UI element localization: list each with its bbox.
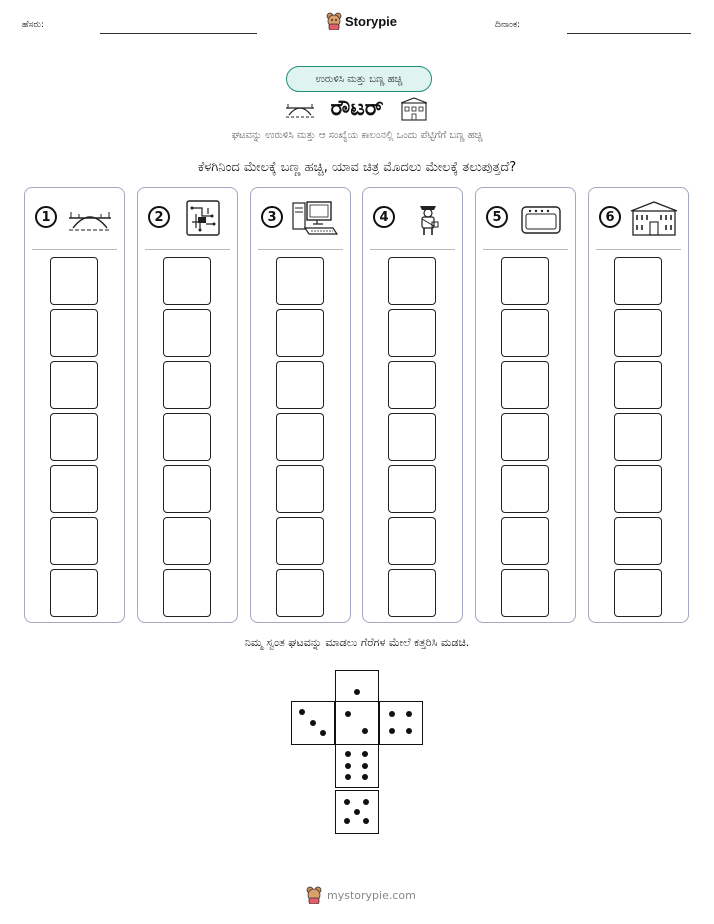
dice-pip bbox=[310, 720, 316, 726]
column-5 bbox=[475, 187, 576, 623]
color-box[interactable] bbox=[163, 465, 211, 513]
dice-pip bbox=[345, 751, 351, 757]
dice-pip bbox=[389, 711, 395, 717]
color-box[interactable] bbox=[163, 413, 211, 461]
color-box[interactable] bbox=[501, 517, 549, 565]
name-line[interactable] bbox=[100, 33, 257, 34]
bear-icon bbox=[326, 12, 342, 30]
footer bbox=[306, 886, 416, 904]
page-title: ರೌಟರ್ bbox=[330, 96, 384, 121]
building-icon bbox=[399, 97, 429, 121]
color-box[interactable] bbox=[163, 517, 211, 565]
dice-pip bbox=[344, 799, 350, 805]
color-box[interactable] bbox=[50, 569, 98, 617]
color-box[interactable] bbox=[388, 517, 436, 565]
bridge-icon bbox=[285, 99, 315, 119]
color-box[interactable] bbox=[614, 257, 662, 305]
computer-icon bbox=[291, 200, 341, 236]
dice-face bbox=[379, 701, 423, 745]
color-box[interactable] bbox=[388, 413, 436, 461]
dice-pip bbox=[345, 763, 351, 769]
column-divider bbox=[370, 249, 455, 250]
name-label: ಹೆಸರು: bbox=[22, 20, 45, 30]
dice-face bbox=[335, 790, 379, 834]
color-box[interactable] bbox=[276, 569, 324, 617]
question: ಕೆಳಗಿನಿಂದ ಮೇಲಕ್ಕೆ ಬಣ್ಣ ಹಚ್ಚಿ, ಯಾವ ಚಿತ್ರ ಮೊದಲು ಮೇಲಕ್ಕೆ ತಲುಪುತ್ತದೆ? bbox=[197, 160, 517, 175]
color-box[interactable] bbox=[276, 361, 324, 409]
brand-name: Storypie bbox=[345, 13, 398, 29]
bear-icon bbox=[306, 886, 322, 904]
color-box[interactable] bbox=[388, 257, 436, 305]
color-box[interactable] bbox=[614, 413, 662, 461]
color-box[interactable] bbox=[614, 517, 662, 565]
color-box[interactable] bbox=[50, 413, 98, 461]
dice-pip bbox=[406, 711, 412, 717]
column-2 bbox=[137, 187, 238, 623]
dice-pip bbox=[362, 763, 368, 769]
color-box[interactable] bbox=[614, 361, 662, 409]
column-4 bbox=[362, 187, 463, 623]
color-box[interactable] bbox=[50, 361, 98, 409]
oven-icon bbox=[516, 200, 566, 236]
date-label: ದಿನಾಂಕ: bbox=[495, 20, 521, 30]
dice-pip bbox=[299, 709, 305, 715]
column-divider bbox=[483, 249, 568, 250]
color-box[interactable] bbox=[501, 309, 549, 357]
color-box[interactable] bbox=[50, 257, 98, 305]
column-number: 1 bbox=[35, 206, 57, 228]
dice-face bbox=[335, 744, 379, 788]
column-number: 5 bbox=[486, 206, 508, 228]
building-icon bbox=[629, 200, 679, 236]
date-line[interactable] bbox=[567, 33, 691, 34]
column-number: 4 bbox=[373, 206, 395, 228]
color-box[interactable] bbox=[50, 309, 98, 357]
column-6 bbox=[588, 187, 689, 623]
color-box[interactable] bbox=[50, 465, 98, 513]
circuit-board-icon bbox=[178, 200, 228, 236]
color-box[interactable] bbox=[276, 413, 324, 461]
color-box[interactable] bbox=[501, 257, 549, 305]
dice-pip bbox=[345, 711, 351, 717]
color-box[interactable] bbox=[501, 361, 549, 409]
color-box[interactable] bbox=[501, 465, 549, 513]
color-box[interactable] bbox=[276, 257, 324, 305]
color-box[interactable] bbox=[276, 517, 324, 565]
color-box[interactable] bbox=[276, 465, 324, 513]
column-divider bbox=[258, 249, 343, 250]
color-box[interactable] bbox=[163, 309, 211, 357]
dice-pip bbox=[362, 751, 368, 757]
color-box[interactable] bbox=[163, 361, 211, 409]
color-box[interactable] bbox=[388, 361, 436, 409]
color-box[interactable] bbox=[501, 413, 549, 461]
color-box[interactable] bbox=[276, 309, 324, 357]
column-number: 2 bbox=[148, 206, 170, 228]
dice-pip bbox=[363, 818, 369, 824]
subtitle: ಘಟವನ್ನು ಉರುಳಿಸಿ ಮತ್ತು ಆ ಸಂಖ್ಯೆಯ ಕಾಲಂನಲ್ಲಿ ಒಂದು ಪೆಟ್ಟಿಗೆಗೆ ಬಣ್ಣ ಹಚ್ಚಿ bbox=[231, 130, 483, 141]
color-box[interactable] bbox=[388, 309, 436, 357]
color-box[interactable] bbox=[614, 465, 662, 513]
postman-icon bbox=[403, 200, 453, 236]
column-number: 3 bbox=[261, 206, 283, 228]
brand-logo bbox=[326, 12, 397, 30]
bridge-icon bbox=[65, 200, 115, 236]
dice-pip bbox=[345, 774, 351, 780]
dice-face bbox=[291, 701, 335, 745]
column-3 bbox=[250, 187, 351, 623]
dice-pip bbox=[354, 689, 360, 695]
cutout-instruction: ನಿಮ್ಮ ಸ್ವಂತ ಘಟವನ್ನು ಮಾಡಲು ಗೆರೆಗಳ ಮೇಲೆ ಕತ್ತರಿಸಿ ಮಡಚಿ. bbox=[244, 636, 470, 649]
title-row bbox=[0, 96, 714, 121]
column-number: 6 bbox=[599, 206, 621, 228]
color-box[interactable] bbox=[388, 465, 436, 513]
dice-pip bbox=[389, 728, 395, 734]
column-divider bbox=[145, 249, 230, 250]
column-divider bbox=[32, 249, 117, 250]
color-box[interactable] bbox=[163, 569, 211, 617]
activity-pill bbox=[286, 66, 432, 92]
column-1 bbox=[24, 187, 125, 623]
color-box[interactable] bbox=[50, 517, 98, 565]
color-box[interactable] bbox=[501, 569, 549, 617]
dice-face bbox=[335, 701, 379, 745]
color-box[interactable] bbox=[614, 309, 662, 357]
activity-pill-text: ಉರುಳಿಸಿ ಮತ್ತು ಬಣ್ಣ ಹಚ್ಚಿ bbox=[315, 73, 403, 85]
footer-site: mystorypie.com bbox=[327, 888, 416, 902]
dice-pip bbox=[344, 818, 350, 824]
color-box[interactable] bbox=[614, 569, 662, 617]
dice-pip bbox=[363, 799, 369, 805]
dice-pip bbox=[406, 728, 412, 734]
dice-pip bbox=[362, 728, 368, 734]
dice-pip bbox=[362, 774, 368, 780]
color-box[interactable] bbox=[163, 257, 211, 305]
dice-pip bbox=[354, 809, 360, 815]
dice-pip bbox=[320, 730, 326, 736]
color-box[interactable] bbox=[388, 569, 436, 617]
column-divider bbox=[596, 249, 681, 250]
